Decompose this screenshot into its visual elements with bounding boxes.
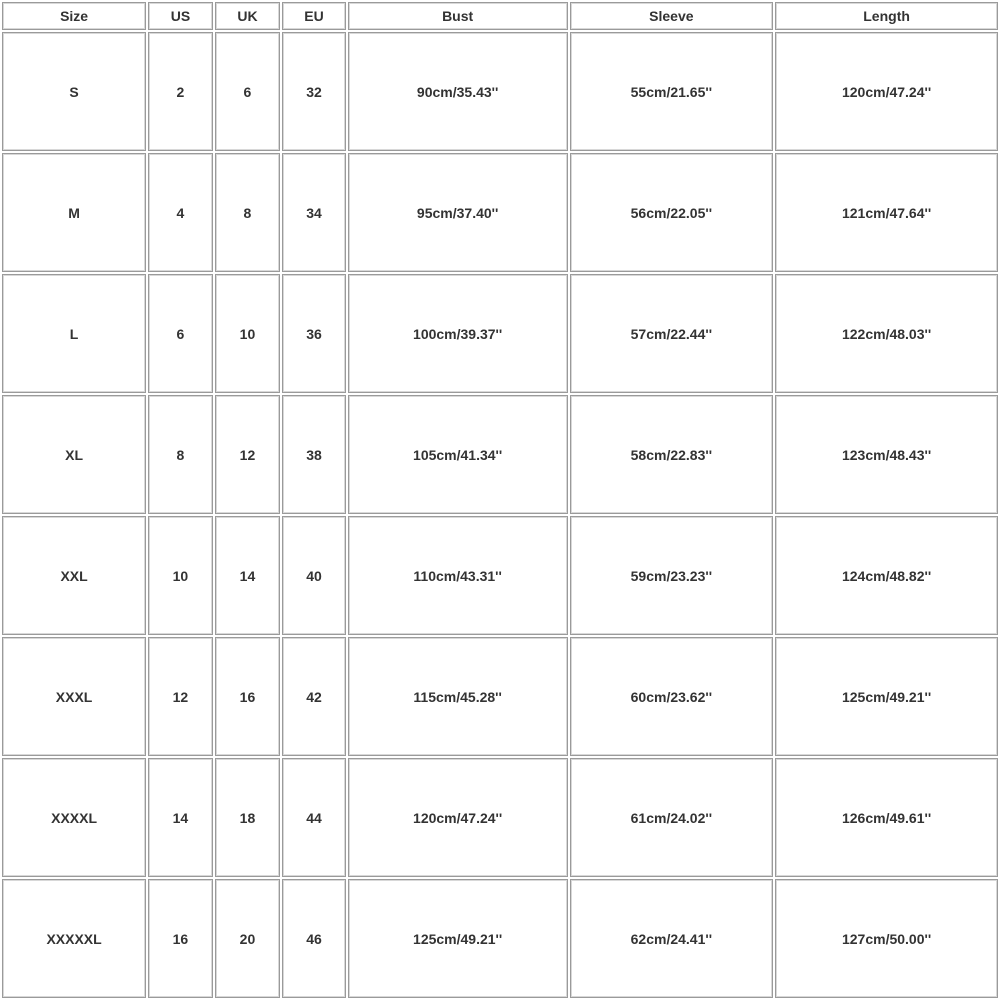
cell-uk: 6 [215, 32, 281, 151]
cell-us: 16 [148, 879, 213, 998]
header-eu: EU [282, 2, 346, 30]
cell-sleeve: 56cm/22.05'' [570, 153, 774, 272]
cell-length: 126cm/49.61'' [775, 758, 998, 877]
table-row [2, 395, 998, 514]
header-uk: UK [215, 2, 281, 30]
cell-eu: 40 [282, 516, 346, 635]
cell-uk: 10 [215, 274, 281, 393]
cell-sleeve: 62cm/24.41'' [570, 879, 774, 998]
cell-bust: 90cm/35.43'' [348, 32, 568, 151]
cell-length: 127cm/50.00'' [775, 879, 998, 998]
cell-length: 123cm/48.43'' [775, 395, 998, 514]
cell-us: 8 [148, 395, 213, 514]
header-sleeve: Sleeve [570, 2, 774, 30]
cell-us: 2 [148, 32, 213, 151]
cell-uk: 18 [215, 758, 281, 877]
table-body [2, 32, 998, 998]
cell-length: 121cm/47.64'' [775, 153, 998, 272]
cell-eu: 42 [282, 637, 346, 756]
cell-us: 6 [148, 274, 213, 393]
table-row [2, 274, 998, 393]
cell-size: XL [2, 395, 146, 514]
cell-sleeve: 61cm/24.02'' [570, 758, 774, 877]
table-row [2, 516, 998, 635]
cell-size: XXXXXL [2, 879, 146, 998]
cell-bust: 110cm/43.31'' [348, 516, 568, 635]
cell-eu: 44 [282, 758, 346, 877]
header-length: Length [775, 2, 998, 30]
cell-size: XXXXL [2, 758, 146, 877]
cell-us: 10 [148, 516, 213, 635]
cell-size: L [2, 274, 146, 393]
cell-size: XXL [2, 516, 146, 635]
cell-size: XXXL [2, 637, 146, 756]
cell-eu: 38 [282, 395, 346, 514]
table-row [2, 32, 998, 151]
cell-us: 12 [148, 637, 213, 756]
table-row [2, 758, 998, 877]
cell-eu: 34 [282, 153, 346, 272]
cell-sleeve: 60cm/23.62'' [570, 637, 774, 756]
cell-bust: 125cm/49.21'' [348, 879, 568, 998]
header-size: Size [2, 2, 146, 30]
table-row [2, 637, 998, 756]
cell-bust: 120cm/47.24'' [348, 758, 568, 877]
cell-length: 122cm/48.03'' [775, 274, 998, 393]
cell-us: 4 [148, 153, 213, 272]
cell-size: S [2, 32, 146, 151]
cell-length: 124cm/48.82'' [775, 516, 998, 635]
cell-size: M [2, 153, 146, 272]
table-row [2, 879, 998, 998]
cell-uk: 16 [215, 637, 281, 756]
cell-uk: 20 [215, 879, 281, 998]
cell-eu: 36 [282, 274, 346, 393]
cell-eu: 46 [282, 879, 346, 998]
cell-bust: 115cm/45.28'' [348, 637, 568, 756]
table-header [2, 2, 998, 30]
table-row [2, 153, 998, 272]
cell-sleeve: 59cm/23.23'' [570, 516, 774, 635]
cell-bust: 105cm/41.34'' [348, 395, 568, 514]
header-row [2, 2, 998, 30]
cell-length: 120cm/47.24'' [775, 32, 998, 151]
cell-uk: 12 [215, 395, 281, 514]
cell-bust: 100cm/39.37'' [348, 274, 568, 393]
cell-uk: 8 [215, 153, 281, 272]
header-bust: Bust [348, 2, 568, 30]
cell-sleeve: 55cm/21.65'' [570, 32, 774, 151]
cell-uk: 14 [215, 516, 281, 635]
cell-eu: 32 [282, 32, 346, 151]
cell-bust: 95cm/37.40'' [348, 153, 568, 272]
cell-sleeve: 58cm/22.83'' [570, 395, 774, 514]
cell-length: 125cm/49.21'' [775, 637, 998, 756]
cell-us: 14 [148, 758, 213, 877]
cell-sleeve: 57cm/22.44'' [570, 274, 774, 393]
header-us: US [148, 2, 213, 30]
